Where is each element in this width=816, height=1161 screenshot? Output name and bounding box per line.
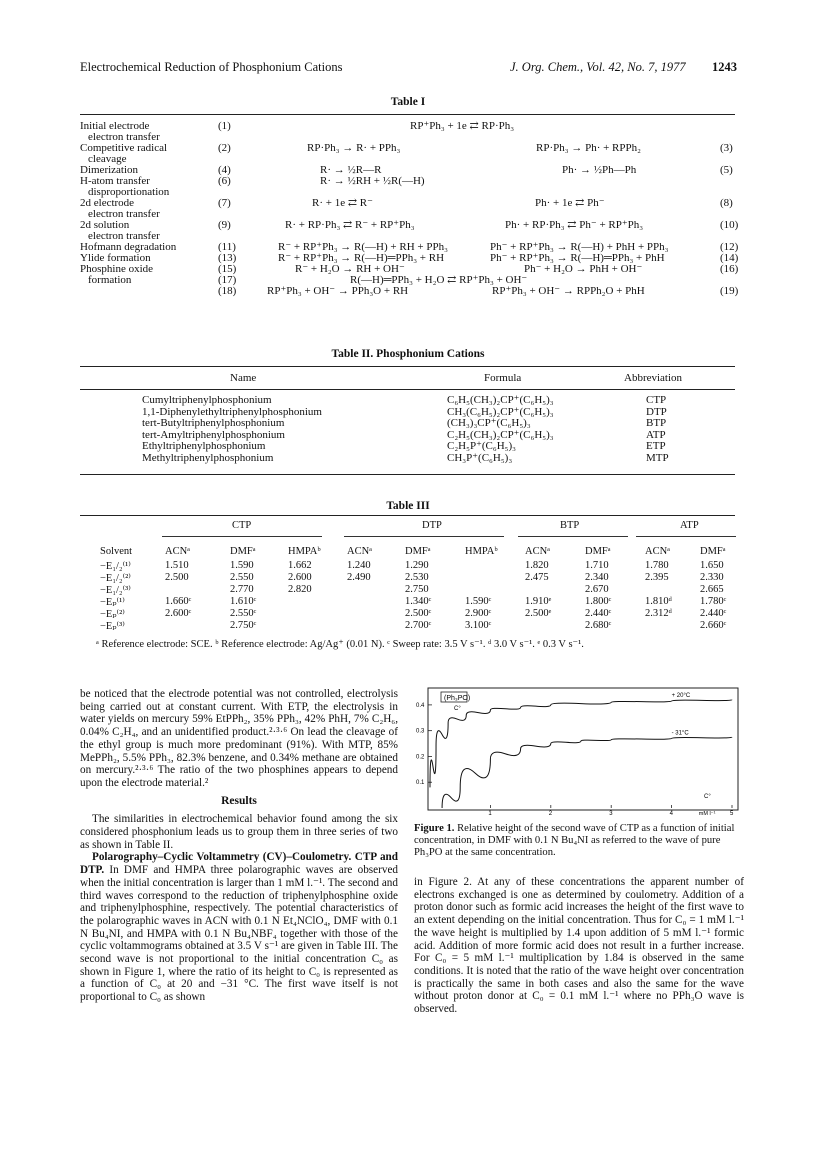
t3-cell: 2.500ᵉ xyxy=(525,608,552,619)
t2-abbr: DTP xyxy=(646,405,667,418)
t1-eq-b: Ph· + 1e ⇄ Ph⁻ xyxy=(535,197,605,209)
running-header-title: Electrochemical Reduction of Phosphonium Cations xyxy=(80,60,343,74)
t3-group-rule xyxy=(518,536,628,537)
figure1-xlabel-right: C° xyxy=(704,794,711,800)
t3-subheader: DMFᵃ xyxy=(230,546,256,557)
t3-subheader: DMFᵃ xyxy=(585,546,611,557)
t3-row-label: −E₁/₂⁽¹⁾ xyxy=(100,561,131,572)
t3-subheader: ACNᵃ xyxy=(347,546,373,557)
t3-row-label: −Eₚ⁽³⁾ xyxy=(100,621,125,632)
t1-num2: (3) xyxy=(720,142,733,154)
table2-rule-mid xyxy=(80,389,735,390)
figure1-xtick-label: 4 xyxy=(669,811,673,816)
t1-label: Initial electrode xyxy=(80,120,150,132)
t1-label: H-atom transfer xyxy=(80,175,150,187)
t3-cell: 2.770 xyxy=(230,584,254,595)
table2-header-name: Name xyxy=(230,372,257,384)
t1-label: Competitive radical xyxy=(80,142,168,154)
t3-group-dtp: DTP xyxy=(422,520,442,531)
left-column xyxy=(80,688,398,1004)
t2-formula: C₂H₅P⁺(C₆H₅)₃ xyxy=(447,440,516,452)
t2-abbr: MTP xyxy=(646,451,669,464)
paragraph: in Figure 2. At any of these concentrations the apparent number of electrons exchanged is one as determined by coulometry. Addition of a proton donor such as formic acid increases the height of the first wave to an extent depending on the initial concentration. Thus for C₀ = 1 mM l.⁻¹ the wave height is multiplied by 1.4 upon addition of 5 mM l.⁻¹ formic acid. Addition of more formic acid does not result in a further increase. For C₀ = 5 mM l.⁻¹ multiplication by 1.84 is observed in the same conditions. It is noted that the ratio of the wave height over concentration is practically the same in both cases and also the same for the wave without proton donor at C₀ = 0.1 mM l.⁻¹ where no PPh₃O wave is observed. xyxy=(414,876,744,1016)
t3-cell: 2.750 xyxy=(405,584,429,595)
figure1-legend-sub: C° xyxy=(454,706,461,712)
t1-num2: (16) xyxy=(720,263,739,275)
t1-num: (2) xyxy=(218,142,231,154)
t3-cell: 2.700ᶜ xyxy=(405,620,432,631)
t1-eq-b: Ph⁻ + RP⁺Ph₃ → R(—H) + PhH + PPh₃ xyxy=(490,241,669,253)
t3-cell: 1.240 xyxy=(347,560,371,571)
t1-label: Phosphine oxide xyxy=(80,263,154,275)
figure1-xtick-label: 5 xyxy=(730,811,734,816)
t1-eq-a: R⁻ + H₂O → RH + OH⁻ xyxy=(295,263,405,275)
t3-cell: 1.800ᶜ xyxy=(585,596,612,607)
t1-label: 2d solution xyxy=(80,219,130,231)
t3-cell: 1.590ᶜ xyxy=(465,596,492,607)
t1-num: (9) xyxy=(218,219,231,231)
t1-label: 2d electrode xyxy=(80,197,135,209)
t1-eq-b: Ph· → ½Ph—Ph xyxy=(562,164,637,176)
figure1-ytick-label: 0.4 xyxy=(416,702,425,709)
figure1-caption-label: Figure 1. xyxy=(414,823,455,834)
t1-label: Ylide formation xyxy=(80,252,151,264)
table3-caption: Table III xyxy=(386,500,430,512)
t1-eq-a: RP⁺Ph₃ + OH⁻ → PPh₃O + RH xyxy=(267,285,409,297)
t3-cell: 1.780ᶜ xyxy=(700,596,727,607)
t2-formula: C₂H₅(CH₃)₂CP⁺(C₆H₅)₃ xyxy=(447,428,554,441)
figure1-legend-text: (Ph₃PO) xyxy=(444,695,471,702)
t3-cell: 2.500 xyxy=(165,572,189,583)
t1-eq-a: R· + 1e ⇄ R⁻ xyxy=(312,197,373,209)
t1-num2: (10) xyxy=(720,219,739,231)
paragraph: In DMF and HMPA three polarographic waves are observed when the initial concentration is larger than 1 mM l.⁻¹. The second and third waves correspond to the reduction of triphenylphosphine oxide and triphenylphosphine, respectively. The potential characteristics of the polarographic waves in ACN with 0.1 N Et₄NClO₄, DMF with 0.1 N Bu₄NI, and HMPA with 0.1 N Bu₄NBF₄ together with those of the cyclic voltammograms obtained at 3.5 V s⁻¹ are given in Table III. The second wave is not proportional to the initial concentration C₀ as shown in Figure 1, where the ratio of its height to C₀ is represented as a function of C₀ at 20 and −31 °C. The first wave itself is not proportional to C₀ as shown xyxy=(80,864,398,1004)
t3-cell: 1.662 xyxy=(288,560,312,571)
t3-group-atp: ATP xyxy=(680,520,699,531)
t3-cell: 1.710 xyxy=(585,560,609,571)
figure1-xtick-label: 3 xyxy=(609,811,613,816)
t3-subheader: ACNᵃ xyxy=(165,546,191,557)
t2-abbr: BTP xyxy=(646,417,667,429)
t3-subheader: DMFᵃ xyxy=(700,546,726,557)
t3-subheader: ACNᵃ xyxy=(645,546,671,557)
t1-num: (6) xyxy=(218,175,231,187)
t3-cell: 2.490 xyxy=(347,572,371,583)
t1-eq-b: Ph⁻ + H₂O → PhH + OH⁻ xyxy=(524,263,643,275)
t3-group-btp: BTP xyxy=(560,520,580,531)
table2-rule-bottom xyxy=(80,474,735,475)
t3-subheader: Solvent xyxy=(100,546,133,557)
table2-caption: Table II. Phosphonium Cations xyxy=(331,348,485,360)
t3-group-rule xyxy=(162,536,322,537)
t1-num: (7) xyxy=(218,197,231,209)
t1-num: (17) xyxy=(218,274,237,286)
figure1-frame xyxy=(428,688,738,810)
t1-eq-a: R· → ½RH + ½R(—H) xyxy=(320,175,425,187)
table2-rule-top xyxy=(80,366,735,367)
t1-eq-a: R· → ½R—R xyxy=(320,164,382,176)
t3-subheader: HMPAᵇ xyxy=(288,546,321,557)
t1-eq-b: RP⁺Ph₃ + OH⁻ → RPPh₂O + PhH xyxy=(492,285,645,297)
t3-cell: 1.820 xyxy=(525,560,549,571)
running-header-journal: J. Org. Chem., Vol. 42, No. 7, 1977 xyxy=(510,60,686,74)
t2-abbr: CTP xyxy=(646,394,667,406)
t3-subheader: DMFᵃ xyxy=(405,546,431,557)
right-column xyxy=(414,876,744,1016)
page-number: 1243 xyxy=(712,60,737,74)
t3-cell: 2.440ᶜ xyxy=(700,608,727,619)
t3-cell: 1.660ᶜ xyxy=(165,596,192,607)
t1-num: (1) xyxy=(218,120,231,132)
t3-cell: 1.610ᶜ xyxy=(230,596,257,607)
t1-eq-b: Ph· + RP·Ph₃ ⇄ Ph⁻ + RP⁺Ph₃ xyxy=(505,219,644,231)
t2-formula: CH₃(C₆H₅)₂CP⁺(C₆H₅)₃ xyxy=(447,405,554,418)
figure1-caption-text: Relative height of the second wave of CTP as a function of initial concentration, in DMF with 0.1 N Bu₄NI as referred to the wave of pure Ph₃PO at the same concentration. xyxy=(414,823,735,858)
t2-name: tert-Butyltriphenylphosphonium xyxy=(142,417,285,429)
table2-body xyxy=(142,395,742,464)
t1-num: (11) xyxy=(218,241,236,253)
t3-row-label: −Eₚ⁽²⁾ xyxy=(100,609,125,620)
t1-eq-a: RP·Ph₃ → R· + PPh₃ xyxy=(307,142,401,154)
t2-abbr: ETP xyxy=(646,440,666,452)
t1-num: (4) xyxy=(218,164,231,176)
table1-rule-top xyxy=(80,114,735,115)
t3-cell: 2.900ᶜ xyxy=(465,608,492,619)
t1-num2: (14) xyxy=(720,252,739,264)
t3-cell: 2.600 xyxy=(288,572,312,583)
t1-label: electron transfer xyxy=(88,131,160,143)
t2-abbr: ATP xyxy=(646,428,666,441)
t3-cell: 2.660ᶜ xyxy=(700,620,727,631)
t3-cell: 1.650 xyxy=(700,560,724,571)
t1-label: cleavage xyxy=(88,153,127,165)
t3-row-label: −Eₚ⁽¹⁾ xyxy=(100,597,125,608)
t1-eq-a: R⁻ + RP⁺Ph₃ → R(—H)═PPh₃ + RH xyxy=(278,252,445,264)
table3-footnote: ᵃ Reference electrode: SCE. ᵇ Reference electrode: Ag/Ag⁺ (0.01 N). ᶜ Sweep rate: 3.5 V s⁻¹. ᵈ 3.0 V s⁻¹. ᵉ 0.3 V s⁻¹. xyxy=(96,639,584,650)
t2-name: Methyltriphenylphosphonium xyxy=(142,451,274,464)
figure1-series xyxy=(430,693,732,808)
t3-cell: 1.290 xyxy=(405,560,429,571)
t3-cell: 2.665 xyxy=(700,584,724,595)
table2-row xyxy=(142,418,742,430)
t1-num: (18) xyxy=(218,285,237,297)
t3-cell: 2.670 xyxy=(585,584,609,595)
paragraph: The similarities in electrochemical behavior found among the six considered phosphonium leads us to group them in three series of two as shown in Table II. xyxy=(80,813,398,851)
t1-num: (15) xyxy=(218,263,237,275)
paragraph: be noticed that the electrode potential was not controlled, electrolysis being carried out at constant current. With ETP, the electrolysis in water yields on mercury 59% EtPPh₂, 35% PPh₃, 42% PhH, 7% C₂H₆, 0.04% C₂H₄, and an unidentified product.²·³·⁶ On lead the cleavage of the ethyl group is much more predominant (91%). With MTP, 85% MePPh₂, 5.5% PPh₃, 82.3% benzene, and 0.34% methane are obtained on mercury.²·³·⁶ The ratio of the two phosphines appears to depend upon the electrode material.² xyxy=(80,688,398,789)
t1-num2: (5) xyxy=(720,164,733,176)
table1-row xyxy=(80,285,740,297)
table3-rule-top xyxy=(80,515,735,516)
t1-label: disproportionation xyxy=(88,186,170,198)
figure1-ytick-label: 0.3 xyxy=(416,728,425,735)
t1-eq-b: RP·Ph₃ → Ph· + RPPh₂ xyxy=(536,142,641,154)
figure1-series-label: + 20°C xyxy=(671,693,691,700)
t1-label: Dimerization xyxy=(80,164,139,176)
t1-num2: (19) xyxy=(720,285,739,297)
t1-label: electron transfer xyxy=(88,230,160,242)
table2-row xyxy=(142,453,742,465)
t3-group-ctp: CTP xyxy=(232,520,252,531)
figure1-xtick-label: 2 xyxy=(548,811,553,816)
t3-cell: 1.810ᵈ xyxy=(645,596,672,607)
t1-label: electron transfer xyxy=(88,208,160,220)
table2-header-abbreviation: Abbreviation xyxy=(624,372,683,384)
t3-cell: 2.750ᶜ xyxy=(230,620,257,631)
t3-cell: 2.312ᵈ xyxy=(645,608,672,619)
t3-group-rule xyxy=(636,536,736,537)
t1-num: (13) xyxy=(218,252,237,264)
t3-cell: 3.100ᶜ xyxy=(465,620,492,631)
t1-num2: (12) xyxy=(720,241,739,253)
t3-subheader: ACNᵃ xyxy=(525,546,551,557)
t3-group-rule xyxy=(344,536,504,537)
t1-eq-a: R⁻ + RP⁺Ph₃ → R(—H) + RH + PPh₃ xyxy=(278,241,448,253)
table2-header-formula: Formula xyxy=(484,372,522,384)
figure1-series-label: - 31°C xyxy=(671,730,689,737)
t2-name: Ethyltriphenylphosphonium xyxy=(142,440,266,452)
t2-name: tert-Amyltriphenylphosphonium xyxy=(142,428,285,441)
t2-formula: (CH₃)₃CP⁺(C₆H₅)₃ xyxy=(447,417,531,429)
table1-caption: Table I xyxy=(390,96,426,108)
paragraph-lead: Polarography–Cyclic Voltammetry (CV)–Coulometry. CTP and DTP. xyxy=(80,851,398,877)
t3-cell: 2.475 xyxy=(525,572,549,583)
t3-cell: 2.530 xyxy=(405,572,429,583)
t1-eq-b: Ph⁻ + RP⁺Ph₃ → R(—H)═PPh₃ + PhH xyxy=(490,252,665,264)
figure1-caption xyxy=(414,823,744,858)
figure1-chart xyxy=(414,686,744,816)
t1-num2: (8) xyxy=(720,197,733,209)
figure1-series-line xyxy=(430,700,732,788)
t3-cell: 2.550 xyxy=(230,572,254,583)
figure1-series-line xyxy=(442,737,732,808)
t3-cell: 2.340 xyxy=(585,572,609,583)
figure1-ytick-label: 0.1 xyxy=(416,780,425,787)
t3-cell: 1.910ᵉ xyxy=(525,596,552,607)
t3-cell: 1.590 xyxy=(230,560,254,571)
t3-cell: 2.330 xyxy=(700,572,724,583)
t3-cell: 1.510 xyxy=(165,560,189,571)
t3-cell: 2.395 xyxy=(645,572,669,583)
table2-row xyxy=(142,441,742,453)
t3-cell: 2.500ᶜ xyxy=(405,608,432,619)
t1-eq-a: R(—H)═PPh₃ + H₂O ⇄ RP⁺Ph₃ + OH⁻ xyxy=(350,274,528,286)
t2-name: Cumyltriphenylphosphonium xyxy=(142,394,272,406)
table3 xyxy=(0,520,816,650)
t3-row-label: −E₁/₂⁽²⁾ xyxy=(100,573,131,584)
table2-row xyxy=(142,395,742,407)
t2-formula: CH₃P⁺(C₆H₅)₃ xyxy=(447,451,513,464)
t3-cell: 1.340ᶜ xyxy=(405,596,432,607)
t2-name: 1,1-Diphenylethyltriphenylphosphonium xyxy=(142,405,322,418)
t3-cell: 2.600ᶜ xyxy=(165,608,192,619)
t3-row-label: −E₁/₂⁽³⁾ xyxy=(100,585,131,596)
t3-subheader: HMPAᵇ xyxy=(465,546,498,557)
t3-cell: 2.440ᶜ xyxy=(585,608,612,619)
t3-cell: 2.820 xyxy=(288,584,312,595)
figure1-xunit: mM l⁻¹ xyxy=(698,811,716,816)
t1-label: Hofmann degradation xyxy=(80,241,177,253)
t3-cell: 1.780 xyxy=(645,560,669,571)
figure1-ytick-label: 0.2 xyxy=(416,754,425,761)
t1-eq-a: RP⁺Ph₃ + 1e ⇄ RP·Ph₃ xyxy=(410,120,515,132)
section-heading-results: Results xyxy=(221,794,257,807)
t3-cell: 2.550ᶜ xyxy=(230,608,257,619)
t3-cell: 2.680ᶜ xyxy=(585,620,612,631)
t2-formula: C₆H₅(CH₃)₂CP⁺(C₆H₅)₃ xyxy=(447,394,554,406)
t1-label: formation xyxy=(88,274,132,286)
figure1-xtick-label: 1 xyxy=(488,811,492,816)
t1-eq-a: R· + RP·Ph₃ ⇄ R⁻ + RP⁺Ph₃ xyxy=(285,219,415,231)
